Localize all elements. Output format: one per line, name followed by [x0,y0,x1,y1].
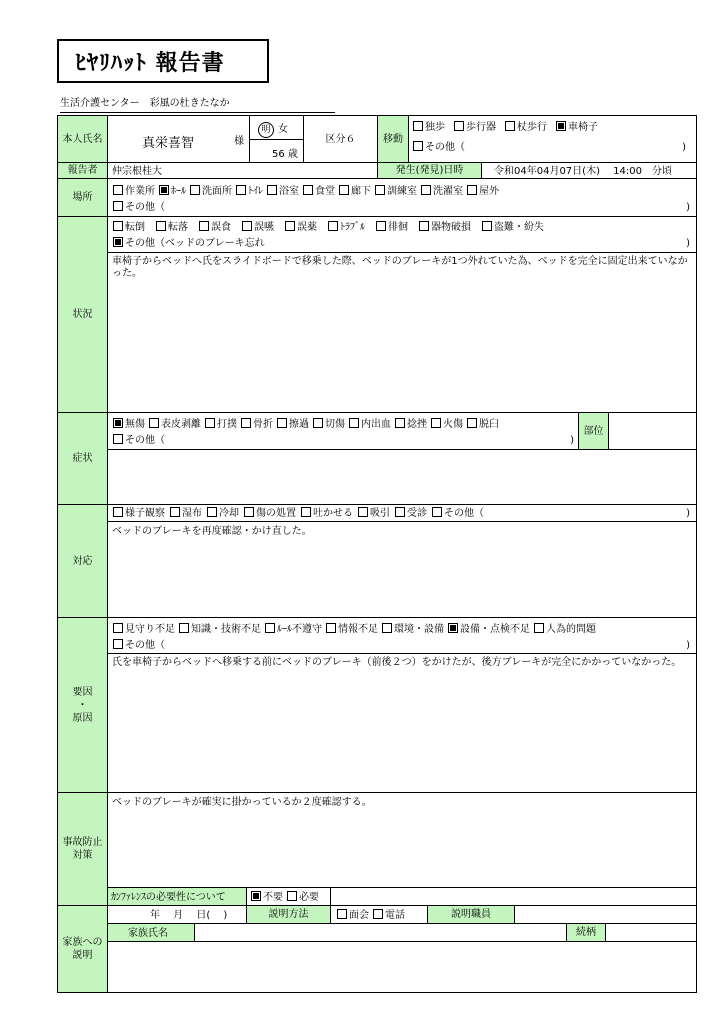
response-label: 対応 [57,504,108,618]
checkbox[interactable] [149,418,159,428]
checkbox[interactable] [179,623,189,633]
conference-blank-cell [330,887,697,906]
datetime-cell [481,162,697,179]
checkbox[interactable] [326,623,336,633]
checkbox[interactable] [413,121,423,131]
checkbox[interactable] [251,891,261,901]
option-label: 人為的問題 [546,624,596,635]
option-item[interactable] [337,910,369,921]
option-item[interactable] [244,508,296,519]
option-item[interactable] [326,624,378,635]
checkbox[interactable] [242,221,252,231]
checkbox[interactable] [358,507,368,517]
checkbox[interactable] [113,418,123,428]
option-label: 杖歩行 [517,122,547,133]
checkbox[interactable] [534,623,544,633]
option-label: 火傷 [443,419,463,430]
checkbox[interactable] [349,418,359,428]
mobility-label: 移動 [377,115,409,163]
option-item[interactable] [236,186,263,197]
cause-other: その他（ [113,639,165,652]
family-date: 年 月 日( ) [150,910,228,921]
option-label: 知識・技術不足 [191,624,261,635]
option-label: 必要 [299,892,319,903]
checkbox[interactable] [419,221,429,231]
checkbox[interactable] [421,185,431,195]
reporter-label: 報告者 [57,162,108,179]
option-item[interactable] [432,508,484,519]
checkbox[interactable] [170,507,180,517]
reporter-name: 仲宗根桂大 [112,166,162,177]
option-label: 誤薬 [297,222,317,233]
option-label: その他（ [444,508,484,519]
option-label: 面会 [349,910,369,921]
checkbox[interactable] [156,221,166,231]
cause-description: 氏を車椅子からベッドへ移乗する前にベッドのブレーキ（前後２つ）をかけたが、後方ブレーキが完全にかかっていなかった。 [112,657,682,668]
place-cell: 作業所 ﾎｰﾙ 洗面所 ﾄｲﾚ 浴室 食堂 廊下 訓練室 洗濯室 屋外 その他（ ) [107,178,697,217]
option-item[interactable] [190,186,232,197]
checkbox[interactable] [113,623,123,633]
checkbox[interactable] [113,185,123,195]
option-item[interactable] [285,222,317,233]
family-name-value [194,923,567,942]
option-label: 盗難・紛失 [494,222,544,233]
symptom-options [113,418,503,431]
option-label: 徘徊 [388,222,408,233]
option-label: 冷却 [219,508,239,519]
option-label: 誤嚥 [254,222,274,233]
situation-options [113,221,555,234]
option-label: 捻挫 [407,419,427,430]
symptom-options-cell: 無傷 表皮剥離 打撲 骨折 擦過 切傷 内出血 捻挫 火傷 脱臼 その他（ ) [107,412,579,450]
conference-label-cell [107,887,247,906]
category-cell: 区分６ [303,115,378,163]
option-label: 見守り不足 [125,624,175,635]
prevention-description: ベッドのブレーキが確実に掛かっているか２度確認する。 [112,797,372,808]
family-description-cell [107,941,697,993]
option-label: 浴室 [279,186,299,197]
checkbox[interactable] [467,418,477,428]
option-item[interactable] [413,122,445,133]
cause-description-cell [107,653,697,793]
option-item[interactable] [205,419,237,430]
age-cell [249,139,304,163]
option-label: 吸引 [370,508,390,519]
option-item[interactable] [251,892,283,903]
checkbox[interactable] [448,623,458,633]
option-item[interactable] [113,222,145,233]
era-mark: 明 女 [258,120,288,138]
option-label: 受診 [407,508,427,519]
option-label: 環境・設備 [394,624,444,635]
family-date-cell [107,905,247,924]
option-label: ﾄﾗﾌﾞﾙ [340,222,365,233]
option-item[interactable] [113,186,155,197]
option-label: 傷の処置 [256,508,296,519]
option-label: ﾎｰﾙ [171,186,186,197]
option-label: 内出血 [361,419,391,430]
checkbox[interactable] [190,185,200,195]
era-gender-cell [249,115,304,140]
checkbox[interactable] [303,185,313,195]
checkbox[interactable] [277,418,287,428]
option-label: 表皮剥離 [161,419,201,430]
option-label: 廊下 [351,186,371,197]
response-options [113,507,489,520]
option-item[interactable] [241,419,273,430]
option-item[interactable] [156,222,188,233]
checkbox[interactable] [413,141,423,151]
option-item[interactable] [467,186,499,197]
option-item[interactable] [313,419,345,430]
checkbox[interactable] [376,221,386,231]
family-label: 家族への 説明 [57,905,108,993]
method-label: 説明方法 [246,905,331,924]
option-item[interactable] [303,186,335,197]
checkbox[interactable] [339,185,349,195]
checkbox[interactable] [337,909,347,919]
checkbox[interactable] [505,121,515,131]
option-label: 不要 [263,892,283,903]
checkbox[interactable] [395,418,405,428]
option-item[interactable] [421,186,463,197]
option-item[interactable] [419,222,471,233]
conference-options-cell [246,887,331,906]
mobility-other: その他（ [413,141,465,154]
option-label: 転倒 [125,222,145,233]
option-label: 設備・点検不足 [460,624,530,635]
option-label: 打撲 [217,419,237,430]
situation-other: その他（ベッドのブレーキ忘れ [113,237,265,250]
checkbox[interactable] [287,891,297,901]
cause-options-cell: 見守り不足 知識・技術不足 ﾙｰﾙ不遵守 情報不足 環境・設備 設備・点検不足 人為的問題 その他（ ) [107,617,697,654]
conference-options [251,891,323,904]
option-item[interactable] [113,624,175,635]
checkbox[interactable] [467,185,477,195]
option-item[interactable] [373,910,405,921]
checkbox[interactable] [113,507,123,517]
relation-label: 続柄 [566,923,606,942]
checkbox[interactable] [113,434,123,444]
family-name-label-cell [107,923,195,942]
option-label: 無傷 [125,419,145,430]
option-label: 誤食 [211,222,231,233]
option-label: 切傷 [325,419,345,430]
option-item[interactable] [556,122,598,133]
checkbox[interactable] [395,507,405,517]
situation-description: 車椅子からベッドへ氏をスライドボードで移乗した際、ベッドのブレーキが1つ外れていた為、ベッドを完全に固定出来ていなかった。 [112,256,688,279]
checkbox[interactable] [113,221,123,231]
option-item[interactable] [467,419,499,430]
option-item[interactable] [339,186,371,197]
checkbox[interactable] [265,623,275,633]
option-label: 電話 [385,910,405,921]
option-item[interactable] [382,624,444,635]
option-label: 脱臼 [479,419,499,430]
symptom-description-cell [107,449,697,505]
option-item[interactable] [113,508,165,519]
checkbox[interactable] [205,418,215,428]
method-options [337,909,409,922]
option-item[interactable] [287,892,319,903]
option-label: 洗濯室 [433,186,463,197]
checkbox[interactable] [159,185,169,195]
datetime-label: 発生(発見)日時 [377,162,482,179]
symptom-label: 症状 [57,412,108,505]
option-label: 吐かせる [313,508,353,519]
situation-description-cell [107,252,697,413]
option-item[interactable] [199,222,231,233]
symptom-other: その他（ [113,434,165,447]
option-label: 食堂 [315,186,335,197]
checkbox[interactable] [267,185,277,195]
option-label: 独歩 [425,122,445,133]
option-label: 擦過 [289,419,309,430]
cause-label: 要因 ・ 原因 [57,617,108,793]
mobility-cell: 独歩 歩行器 杖歩行 車椅子 その他（ ) [408,115,697,163]
option-item[interactable] [159,186,186,197]
option-item[interactable] [375,186,417,197]
conference-label: ｶﾝﾌｧﾚﾝｽの必要性について [111,892,226,903]
option-label: ﾄｲﾚ [248,186,263,197]
staff-value-cell [514,905,697,924]
option-item[interactable] [431,419,463,430]
person-label: 本人氏名 [57,115,108,163]
prevention-description-cell [107,792,697,888]
checkbox[interactable] [113,639,123,649]
option-item[interactable] [265,624,322,635]
place-label: 場所 [57,178,108,217]
checkbox[interactable] [375,185,385,195]
option-item[interactable] [376,222,408,233]
prevention-label: 事故防止 対策 [57,792,108,906]
checkbox[interactable] [236,185,246,195]
checkbox[interactable] [373,909,383,919]
option-item[interactable] [113,419,145,430]
option-item[interactable] [179,624,261,635]
option-item[interactable] [358,508,390,519]
page-title: ﾋﾔﾘﾊｯﾄ 報告書 [75,50,225,76]
option-label: 歩行器 [466,122,496,133]
response-description-cell [107,521,697,618]
staff-label: 説明職員 [427,905,515,924]
family-name-label: 家族氏名 [128,928,168,939]
part-value-cell [608,412,697,450]
option-item[interactable] [454,122,496,133]
option-item[interactable] [170,508,202,519]
checkbox[interactable] [199,221,209,231]
facility-name: 生活介護センター 彩風の杜きたなか [60,94,335,113]
checkbox[interactable] [482,221,492,231]
option-label: 作業所 [125,186,155,197]
option-item[interactable] [277,419,309,430]
checkbox[interactable] [113,237,123,247]
option-label: 洗面所 [202,186,232,197]
option-item[interactable] [349,419,391,430]
situation-options-cell: 転倒 転落 誤食 誤嚥 誤薬 ﾄﾗﾌﾞﾙ 徘徊 器物破損 盗難・紛失 その他（ベッドのブレーキ忘れ ) [107,216,697,253]
place-other: その他（ [113,201,165,214]
person-sama: 様 [234,136,244,147]
checkbox[interactable] [431,418,441,428]
person-name: 真栄喜智 [142,136,195,151]
checkbox[interactable] [244,507,254,517]
datetime-value: 令和04年04月07日(木) 14:00 分頃 [494,166,672,177]
option-item[interactable] [395,508,427,519]
option-item[interactable] [301,508,353,519]
checkbox[interactable] [301,507,311,517]
checkbox[interactable] [328,221,338,231]
option-label: 屋外 [479,186,499,197]
method-options-cell [330,905,428,924]
option-label: ﾙｰﾙ不遵守 [277,624,322,635]
cause-options [113,623,600,636]
checkbox[interactable] [207,507,217,517]
option-item[interactable] [505,122,547,133]
situation-label: 状況 [57,216,108,413]
checkbox[interactable] [556,121,566,131]
relation-value [605,923,697,942]
place-options [113,185,503,198]
option-label: 転落 [168,222,188,233]
mobility-options [413,121,607,134]
checkbox[interactable] [454,121,464,131]
person-age: 56 歳 [272,149,298,160]
option-item[interactable] [267,186,299,197]
option-item[interactable] [395,419,427,430]
checkbox[interactable] [382,623,392,633]
checkbox[interactable] [241,418,251,428]
checkbox[interactable] [432,507,442,517]
checkbox[interactable] [285,221,295,231]
option-item[interactable] [448,624,530,635]
response-options-cell: 様子観察 湿布 冷却 傷の処置 吐かせる 吸引 受診 その他（ ) [107,504,697,522]
option-label: 情報不足 [338,624,378,635]
option-label: 様子観察 [125,508,165,519]
option-item[interactable] [482,222,544,233]
checkbox[interactable] [313,418,323,428]
option-label: 車椅子 [568,122,598,133]
checkbox[interactable] [113,201,123,211]
part-label: 部位 [578,412,609,450]
option-item[interactable] [242,222,274,233]
option-label: 器物破損 [431,222,471,233]
reporter-name-cell [107,162,378,179]
option-item[interactable] [149,419,201,430]
option-label: 骨折 [253,419,273,430]
option-label: 訓練室 [387,186,417,197]
option-item[interactable] [328,222,365,233]
option-item[interactable] [207,508,239,519]
person-name-cell [107,115,250,163]
option-item[interactable] [534,624,596,635]
response-description: ベッドのブレーキを再度確認・かけ直した。 [112,526,312,537]
option-label: 湿布 [182,508,202,519]
